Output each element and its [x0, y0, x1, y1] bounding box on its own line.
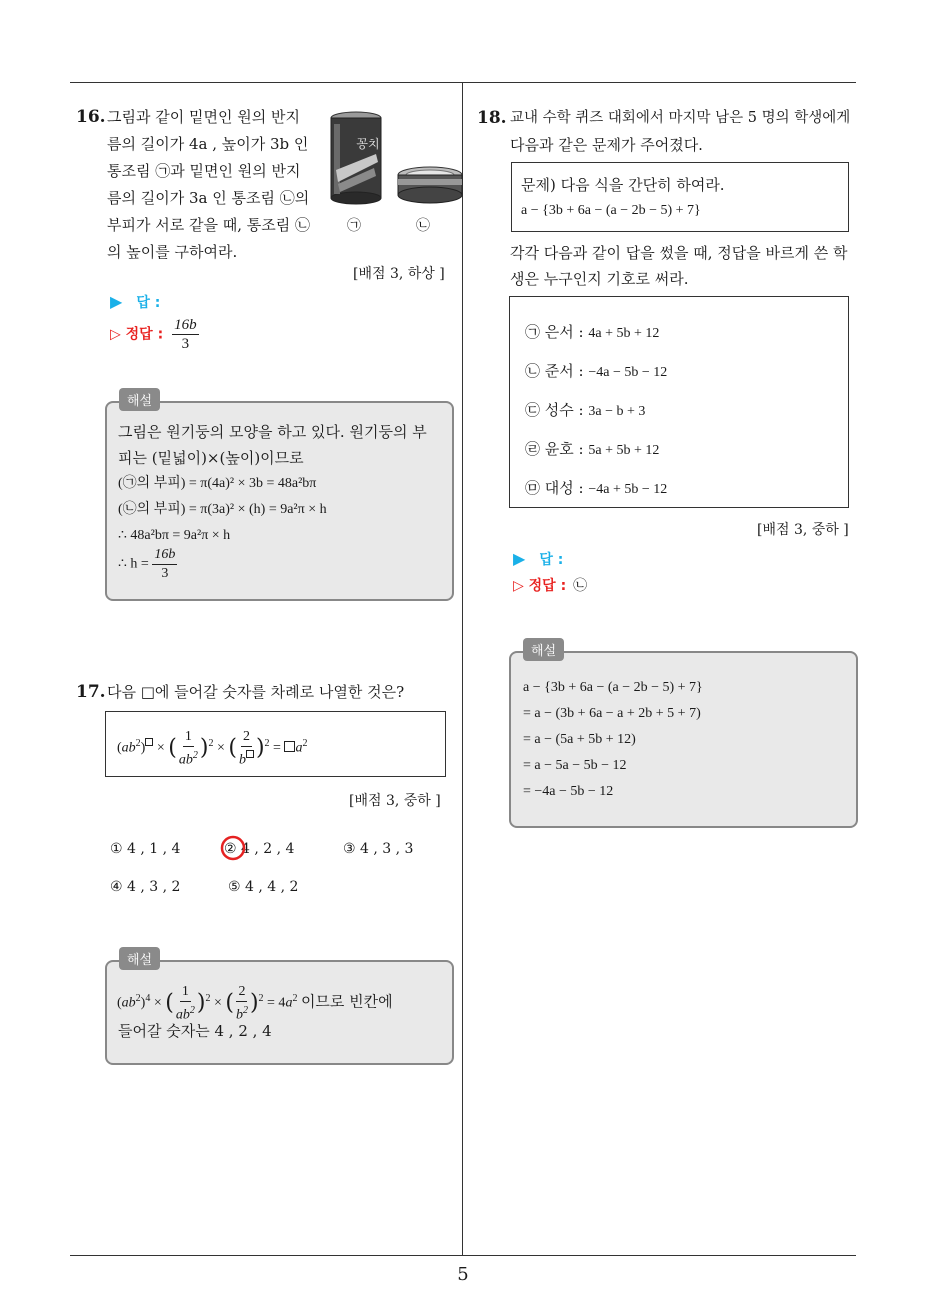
q16-line-5: 부피가 서로 같을 때, 통조림 ㉡ — [107, 216, 310, 234]
q18-mid-line-1: 각각 다음과 같이 답을 썼을 때, 정답을 바르게 쓴 학 — [510, 244, 848, 262]
q18-expl-line-2: = a − (3b + 6a − a + 2b + 5 + 7) — [523, 706, 701, 721]
q18-mid-line-2: 생은 누구인지 기호로 써라. — [510, 270, 689, 288]
q16-score: [배점 3, 하상 ] — [353, 266, 445, 282]
selected-circle-mark — [219, 834, 247, 862]
q17-question: 다음 □에 들어갈 숫자를 차례로 나열한 것은? — [107, 683, 405, 701]
student-row: ㉤ 대성 : −4a + 5b − 12 — [525, 479, 668, 497]
q18-problem-line-1: 문제) 다음 식을 간단히 하여라. — [521, 176, 725, 194]
page-number: 5 — [457, 1264, 469, 1285]
q17-expression: $(ab^2)$ × ( $\frac{1}{ab^2}$ )$^2$ × ( $\frac{2}{b}$ )$^2 = a^2$ — [117, 728, 308, 768]
q18-expl-line-3: = a − (5a + 5b + 12) — [523, 732, 636, 747]
q18-explanation-tag: 해설 — [523, 638, 564, 661]
q17-option-5[interactable]: ⑤ 4 , 4 , 2 — [228, 879, 299, 895]
q16-expl-line-5: ∴ 48a²bπ = 9a²π × h — [118, 528, 231, 543]
q16-expl-line-3: (㉠의 부피) = π(4a)² × 3b = 48a²bπ — [118, 476, 317, 491]
student-row: ㉣ 윤호 : 5a + 5b + 12 — [525, 440, 660, 458]
student-row: ㉢ 성수 : 3a − b + 3 — [525, 401, 646, 419]
top-rule — [70, 82, 856, 83]
q16-correct: ▷ 정답 : $\frac{16b}{3}$ — [110, 317, 197, 352]
student-row: ㉠ 은서 : 4a + 5b + 12 — [525, 323, 660, 341]
q16-line-6: 의 높이를 구하여라. — [107, 243, 238, 261]
can-tall-image — [328, 110, 384, 206]
q17-expl-line-1: $(ab^2)^4$ × ( $\frac{1}{ab^2}$ )$^2$ × ( $\frac{2}{b^2}$ )$^2 = 4a^2$ 이므로 빈칸에 — [117, 983, 393, 1023]
outline-play-icon: ▷ — [110, 326, 121, 343]
q16-expl-line-6: ∴ h = $\frac{16b}{3}$ — [118, 547, 176, 581]
q18-problem-line-2: a − {3b + 6a − (a − 2b − 5) + 7} — [521, 203, 701, 218]
q16-expl-line-1: 그림은 원기둥의 모양을 하고 있다. 원기둥의 부 — [118, 423, 427, 441]
q18-expl-line-5: = −4a − 5b − 12 — [523, 784, 614, 799]
q18-correct: ▷ 정답 : ㉡ — [513, 578, 588, 594]
q18-answer-label: ▶ 답 : — [513, 549, 564, 568]
q17-expl-line-2: 들어갈 숫자는 4 , 2 , 4 — [118, 1022, 272, 1040]
q17-option-3[interactable]: ③ 4 , 3 , 3 — [343, 841, 414, 857]
q16-expl-line-4: (㉡의 부피) = π(3a)² × (h) = 9a²π × h — [118, 502, 327, 517]
q18-correct-value: ㉡ — [573, 578, 588, 594]
q16-line-3: 통조림 ㉠과 밑면인 원의 반지 — [107, 162, 301, 180]
q16-line-2: 름의 길이가 4a , 높이가 3b 인 — [107, 135, 309, 153]
q18-line-1: 교내 수학 퀴즈 대회에서 마지막 남은 5 명의 학생에게 — [510, 110, 851, 126]
q16-expl-fraction: $\frac{16b}{3}$ — [154, 547, 176, 581]
play-icon: ▶ — [110, 292, 123, 311]
play-icon: ▶ — [513, 549, 526, 568]
student-row: ㉡ 준서 : −4a − 5b − 12 — [525, 362, 668, 380]
q16-explanation-tag: 해설 — [119, 388, 160, 411]
q18-number: 18. — [477, 108, 507, 128]
q17-option-2[interactable]: ② 4 , 2 , 4 — [224, 841, 294, 857]
q16-line-4: 름의 길이가 3a 인 통조림 ㉡의 — [107, 189, 310, 207]
q16-correct-fraction: $\frac{16b}{3}$ — [174, 317, 197, 352]
q16-line-1: 그림과 같이 밑면인 원의 반지 — [107, 108, 300, 126]
q16-number: 16. — [76, 107, 106, 127]
q17-number: 17. — [76, 682, 106, 702]
q16-expl-line-2: 피는 (밑넓이)×(높이)이므로 — [118, 449, 304, 467]
q17-option-1[interactable]: ① 4 , 1 , 4 — [110, 841, 181, 857]
q18-score: [배점 3, 중하 ] — [757, 522, 849, 538]
can-short-image — [395, 165, 465, 207]
column-divider — [462, 83, 463, 1255]
q18-expl-line-1: a − {3b + 6a − (a − 2b − 5) + 7} — [523, 680, 703, 695]
svg-text:꽁치: 꽁치 — [356, 137, 380, 151]
q17-explanation-tag: 해설 — [119, 947, 160, 970]
can-label-1: ㉠ — [347, 218, 361, 234]
q18-line-2: 다음과 같은 문제가 주어졌다. — [510, 136, 703, 154]
bottom-rule — [70, 1255, 856, 1256]
q18-expl-line-4: = a − 5a − 5b − 12 — [523, 758, 627, 773]
q17-option-4[interactable]: ④ 4 , 3 , 2 — [110, 879, 181, 895]
outline-play-icon: ▷ — [513, 578, 524, 594]
can-label-2: ㉡ — [416, 218, 430, 234]
q17-score: [배점 3, 중하 ] — [349, 793, 441, 809]
q16-answer-label: ▶ 답 : — [110, 292, 161, 311]
